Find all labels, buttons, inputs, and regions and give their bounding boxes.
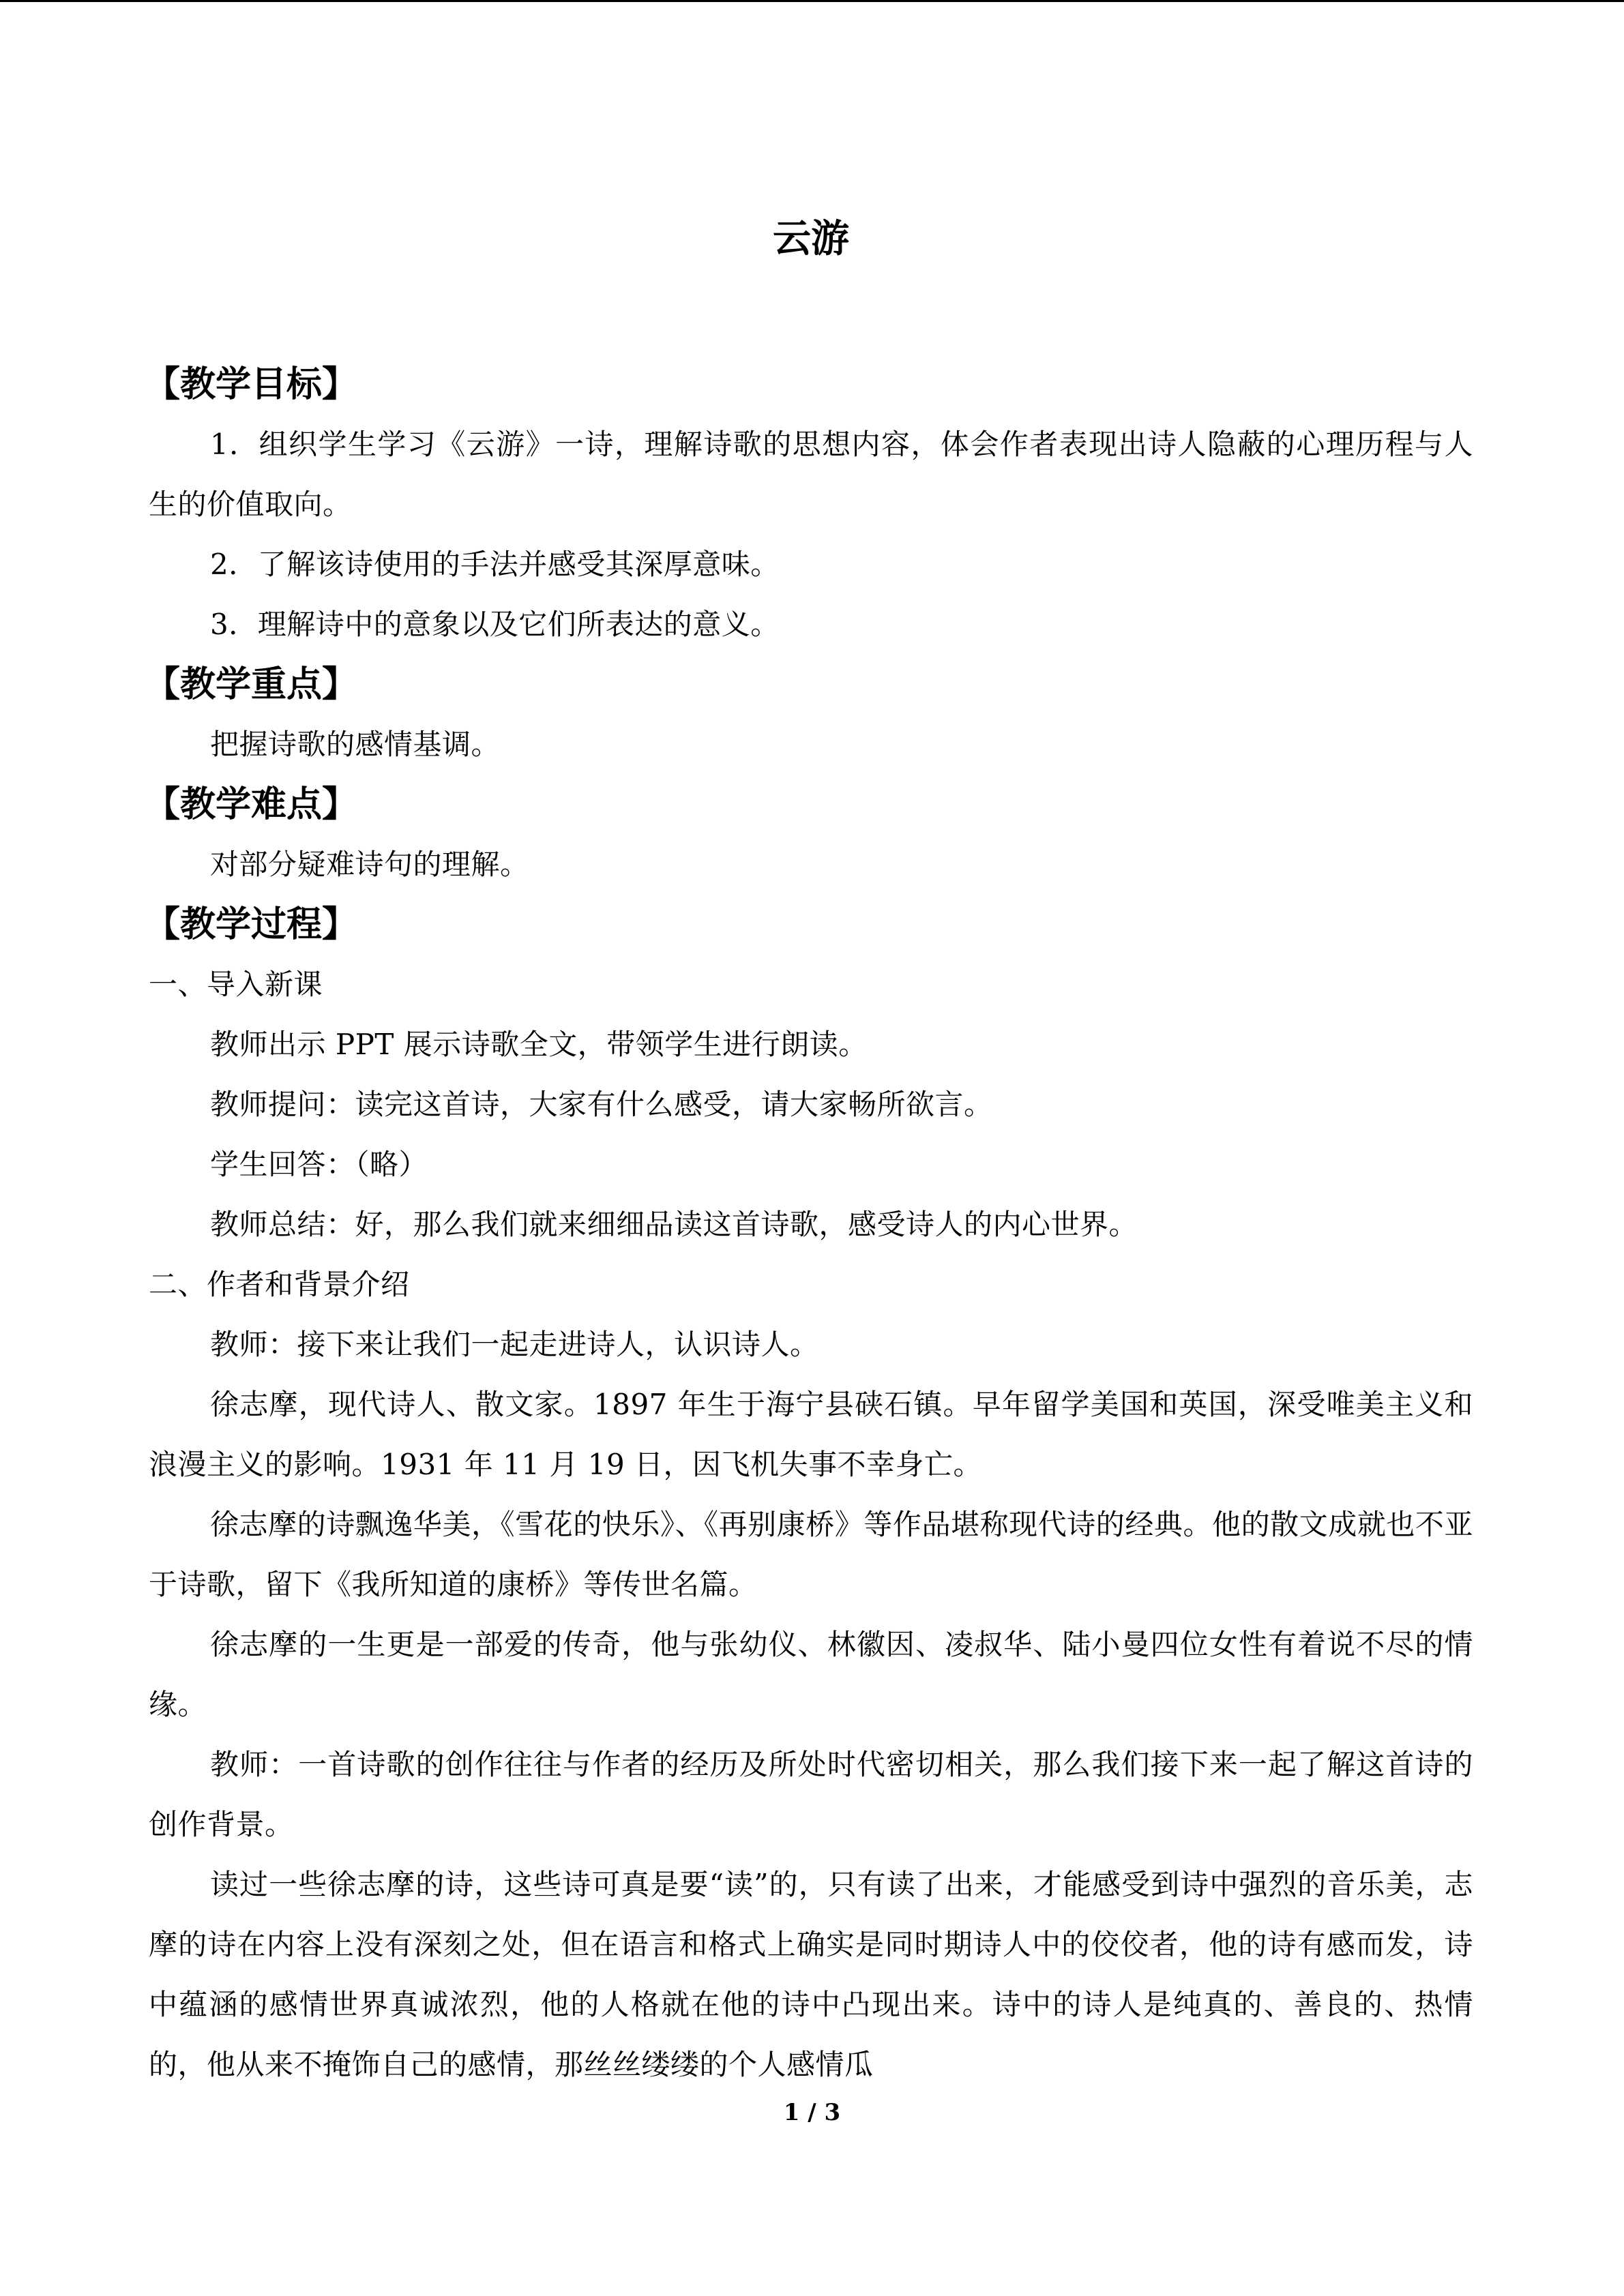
section-heading: 【教学难点】 bbox=[145, 784, 358, 825]
section-heading: 【教学重点】 bbox=[145, 664, 358, 705]
body-paragraph: 教师：一首诗歌的创作往往与作者的经历及所处时代密切相关，那么我们接下来一起了解这首诗的创作背景。 bbox=[149, 1748, 1473, 1841]
body-paragraph: 徐志摩的一生更是一部爱的传奇，他与张幼仪、林徽因、凌叔华、陆小曼四位女性有着说不尽的情缘。 bbox=[149, 1628, 1473, 1721]
body-paragraph: 3．理解诗中的意象以及它们所表达的意义。 bbox=[210, 608, 780, 641]
top-border-line bbox=[0, 0, 1624, 2]
body-paragraph: 教师：接下来让我们一起走进诗人，认识诗人。 bbox=[210, 1328, 819, 1361]
body-paragraph: 徐志摩的诗飘逸华美，《雪花的快乐》、《再别康桥》等作品堪称现代诗的经典。他的散文成就也不亚于诗歌，留下《我所知道的康桥》等传世名篇。 bbox=[149, 1508, 1473, 1601]
body-paragraph: 2．了解该诗使用的手法并感受其深厚意味。 bbox=[210, 548, 780, 581]
document-body bbox=[145, 355, 1473, 2095]
body-paragraph: 教师出示 PPT 展示诗歌全文，带领学生进行朗读。 bbox=[210, 1028, 868, 1061]
body-paragraph: 对部分疑难诗句的理解。 bbox=[210, 848, 529, 881]
section-heading: 【教学目标】 bbox=[145, 363, 358, 405]
body-paragraph: 徐志摩，现代诗人、散文家。1897 年生于海宁县硖石镇。早年留学美国和英国，深受唯美主义和浪漫主义的影响。1931 年 11 月 19 日，因飞机失事不幸身亡。 bbox=[149, 1388, 1473, 1481]
page-number: 1 / 3 bbox=[783, 2099, 841, 2126]
body-paragraph: 把握诗歌的感情基调。 bbox=[210, 728, 501, 761]
subsection-heading: 二、作者和背景介绍 bbox=[149, 1268, 410, 1301]
body-paragraph: 教师总结：好，那么我们就来细细品读这首诗歌，感受诗人的内心世界。 bbox=[210, 1208, 1138, 1241]
body-paragraph: 1．组织学生学习《云游》一诗，理解诗歌的思想内容，体会作者表现出诗人隐蔽的心理历程与人生的价值取向。 bbox=[149, 428, 1473, 521]
title-spacer bbox=[149, 273, 1473, 355]
document-page bbox=[145, 205, 1473, 2095]
body-paragraph: 教师提问：读完这首诗，大家有什么感受，请大家畅所欲言。 bbox=[210, 1088, 993, 1121]
subsection-heading: 一、导入新课 bbox=[149, 968, 323, 1001]
body-paragraph: 学生回答：（略） bbox=[210, 1148, 428, 1181]
document-title: 云游 bbox=[773, 216, 849, 261]
body-paragraph: 读过一些徐志摩的诗，这些诗可真是要“读”的，只有读了出来，才能感受到诗中强烈的音乐美，志摩的诗在内容上没有深刻之处，但在语言和格式上确实是同时期诗人中的佼佼者，他的诗有感而发，诗中蕴涵的感情世界真诚浓烈，他的人格就在他的诗中凸现出来。诗中的诗人是纯真的、善良的、热情的，他从来不掩饰自己的感情，那丝丝缕缕的个人感情瓜 bbox=[149, 1868, 1473, 2081]
section-heading: 【教学过程】 bbox=[145, 904, 358, 945]
